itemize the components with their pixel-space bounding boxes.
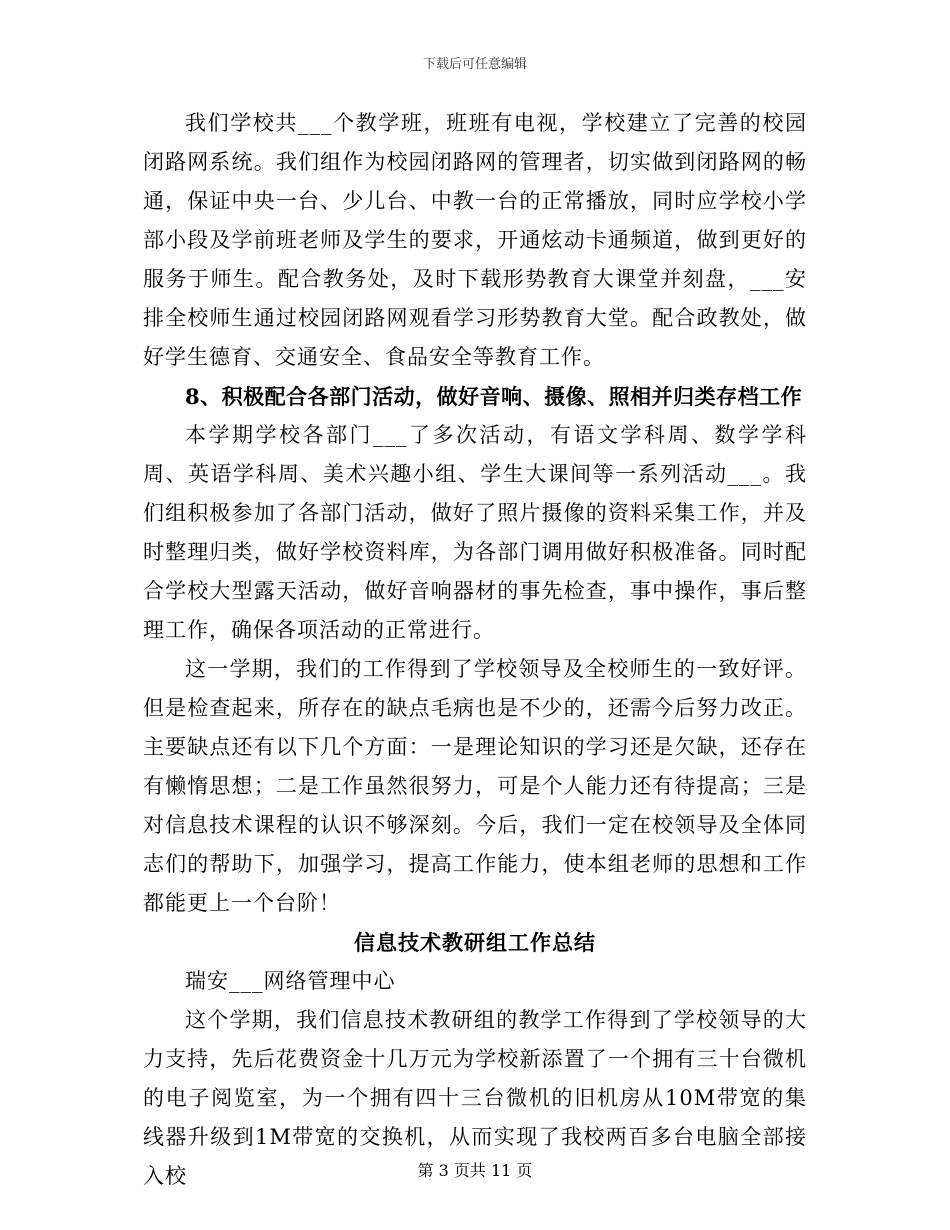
- document-title: 信息技术教研组工作总结: [354, 930, 596, 955]
- paragraph-intro: 这个学期，我们信息技术教研组的教学工作得到了学校领导的大力支持，先后花费资金十几万元为学校新添置了一个拥有三十台微机的电子阅览室，为一个拥有四十三台微机的旧机房从10M带宽的集线器升级到1M带宽的交换机，从而实现了我校两百多台电脑全部接入校: [143, 1008, 807, 1188]
- paragraph-campus-network: 我们学校共___个教学班，班班有电视，学校建立了完善的校园闭路网系统。我们组作为校园闭路网的管理者，切实做到闭路网的畅通，保证中央一台、少儿台、中教一台的正常播放，同时应学校小学部小段及学前班老师及学生的要求，开通炫动卡通频道，做到更好的服务于师生。配合教务处，及时下载形势教育大课堂并刻盘，___安排全校师生通过校园闭路网观看学习形势教育大堂。配合政教处，做好学生德育、交通安全、食品安全等教育工作。: [143, 111, 807, 369]
- document-body: [143, 104, 807, 1196]
- section-heading-8: 8、积极配合各部门活动，做好音响、摄像、照相并归类存档工作: [185, 384, 803, 409]
- paragraph-author: 瑞安___网络管理中心: [185, 969, 396, 993]
- paragraph-activities: 本学期学校各部门___了多次活动，有语文学科周、数学学科周、英语学科周、美术兴趣小组、学生大课间等一系列活动___。我们组积极参加了各部门活动，做好了照片摄像的资料采集工作，并及时整理归类，做好学校资料库，为各部门调用做好积极准备。同时配合学校大型露天活动，做好音响器材的事先检查，事中操作，事后整理工作，确保各项活动的正常进行。: [143, 423, 807, 642]
- page-footer: 第 3 页共 11 页: [417, 1161, 533, 1180]
- page-header: 下载后可任意编辑: [422, 57, 527, 72]
- paragraph-summary: 这一学期，我们的工作得到了学校领导及全校师生的一致好评。但是检查起来，所存在的缺点毛病也是不少的，还需今后努力改正。主要缺点还有以下几个方面：一是理论知识的学习还是欠缺，还存在有懒惰思想；二是工作虽然很努力，可是个人能力还有待提高；三是对信息技术课程的认识不够深刻。今后，我们一定在校领导及全体同志们的帮助下，加强学习，提高工作能力，使本组老师的思想和工作都能更上一个台阶！: [143, 657, 807, 915]
